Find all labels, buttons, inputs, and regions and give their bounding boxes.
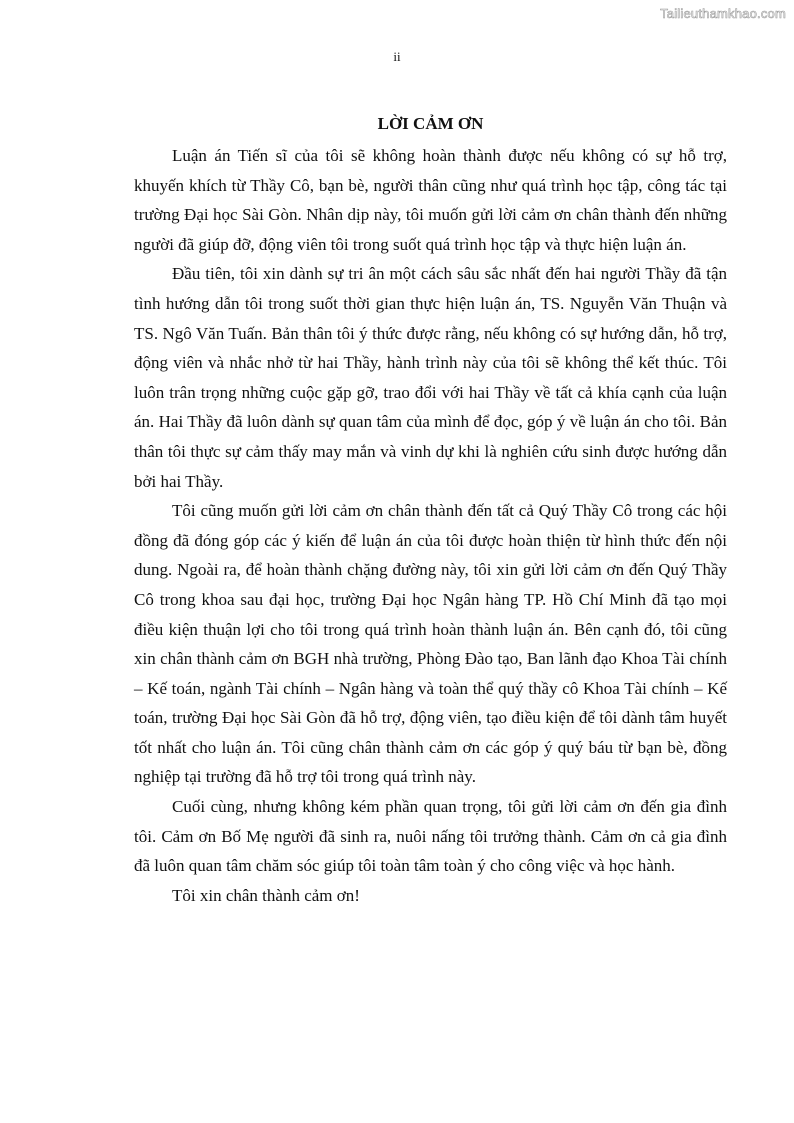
page-title: LỜI CẢM ƠN	[377, 114, 484, 133]
paragraph-1: Luận án Tiến sĩ của tôi sẽ không hoàn thành được nếu không có sự hỗ trợ, khuyến khích từ Thầy Cô, bạn bè, người thân cũng như quá trình học tập, công tác tại trường Đại học Sài Gòn. Nhân dịp này, tôi muốn gửi lời cảm ơn chân thành đến những người đã giúp đỡ, động viên tôi trong suốt quá trình học tập và thực hiện luận án.	[134, 146, 727, 254]
page-number: ii	[393, 49, 401, 64]
paragraph-5: Tôi xin chân thành cảm ơn!	[172, 885, 360, 905]
watermark-text: Tailieuthamkhao.com	[660, 6, 786, 21]
paragraph-2: Đầu tiên, tôi xin dành sự tri ân một cách sâu sắc nhất đến hai người Thầy đã tận tình hướng dẫn tôi trong suốt thời gian thực hiện luận án, TS. Nguyễn Văn Thuận và TS. Ngô Văn Tuấn. Bản thân tôi ý thức được rằng, nếu không có sự hướng dẫn, hỗ trợ, động viên và nhắc nhở từ hai Thầy, hành trình này của tôi sẽ không thể kết thúc. Tôi luôn trân trọng những cuộc gặp gỡ, trao đổi với hai Thầy về tất cả khía cạnh của luận án. Hai Thầy đã luôn dành sự quan tâm của mình để đọc, góp ý về luận án cho tôi. Bản thân tôi thực sự cảm thấy may mắn và vinh dự khi là nghiên cứu sinh được hướng dẫn bởi hai Thầy.	[134, 264, 727, 491]
paragraph-4: Cuối cùng, nhưng không kém phần quan trọng, tôi gửi lời cảm ơn đến gia đình tôi. Cảm ơn Bố Mẹ người đã sinh ra, nuôi nấng tôi trưởng thành. Cảm ơn cả gia đình đã luôn quan tâm chăm sóc giúp tôi toàn tâm toàn ý cho công việc và học hành.	[134, 797, 727, 876]
paragraph-3: Tôi cũng muốn gửi lời cảm ơn chân thành đến tất cả Quý Thầy Cô trong các hội đồng đã đóng góp các ý kiến để luận án của tôi được hoàn thiện từ hình thức đến nội dung. Ngoài ra, để hoàn thành chặng đường này, tôi xin gửi lời cảm ơn đến Quý Thầy Cô trong khoa sau đại học, trường Đại học Ngân hàng TP. Hồ Chí Minh đã tạo mọi điều kiện thuận lợi cho tôi trong quá trình hoàn thành luận án. Bên cạnh đó, tôi cũng xin chân thành cảm ơn BGH nhà trường, Phòng Đào tạo, Ban lãnh đạo Khoa Tài chính – Kế toán, ngành Tài chính – Ngân hàng và toàn thể quý thầy cô Khoa Tài chính – Kế toán, trường Đại học Sài Gòn đã hỗ trợ, động viên, tạo điều kiện để tôi dành tâm huyết tốt nhất cho luận án. Tôi cũng chân thành cảm ơn các góp ý quý báu từ bạn bè, đồng nghiệp tại trường đã hỗ trợ tôi trong quá trình này.	[134, 501, 727, 787]
body-text	[134, 141, 727, 910]
